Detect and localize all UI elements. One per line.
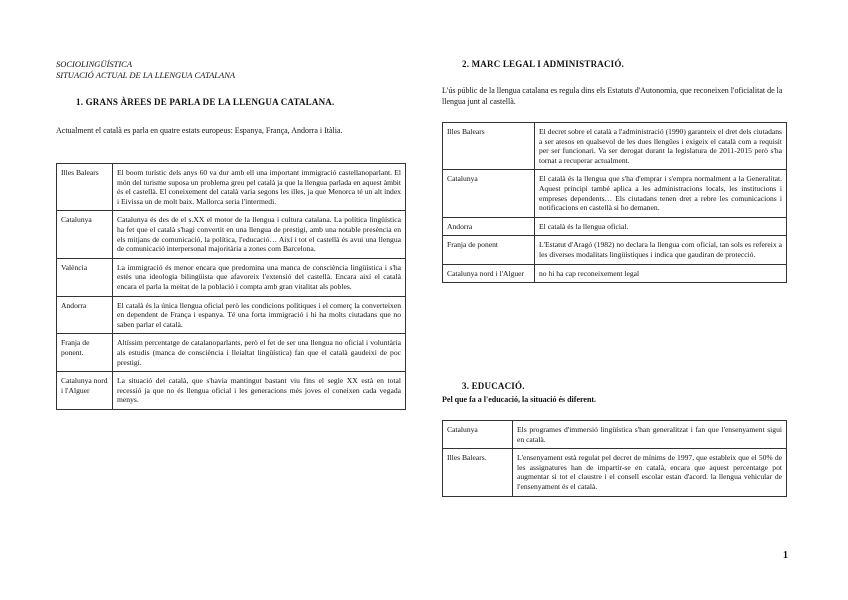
- subject-line-1: SOCIOLINGÜÍSTICA: [56, 59, 133, 69]
- area-label: Illes Balears: [443, 123, 535, 170]
- section-3-heading: 3. EDUCACIÓ.: [462, 381, 525, 391]
- table-row: [443, 449, 787, 496]
- legal-description: El català és la llengua que s'ha d'emprar i s'empra normalment a la Generalitat. Aquest principi també aplica a les administracions locals, les institucions i empreses dependents… Els ciutadans tenen dret a rebre les comunicacions i notificacions en castellà si ho demanen.: [535, 170, 787, 217]
- area-label: Franja de ponent.: [57, 334, 113, 372]
- area-label: Illes Balears.: [443, 449, 513, 496]
- table-row: [57, 211, 406, 258]
- legal-description: El català és la llengua oficial.: [535, 217, 787, 236]
- table-row: [57, 296, 406, 334]
- education-description: Els programes d'immersió lingüística s'han generalitzat i fan que l'ensenyament sigui en català.: [513, 421, 787, 449]
- table-row: [57, 258, 406, 296]
- table-row: [443, 217, 787, 236]
- legal-description: El decret sobre el català a l'administració (1990) garanteix el dret dels ciutadans a ser atesos en qualsevol de les dues llengües i exigeix el català com a requisit per ser funcionari. Va ser derogat durant la legislatura de 2011-2015 però s'ha tornat a recuperar actualment.: [535, 123, 787, 170]
- section-1-intro: Actualment el català es parla en quatre estats europeus: Espanya, França, Andorra i Itàlia.: [56, 126, 343, 135]
- legal-table: [442, 122, 787, 283]
- document-subject: [56, 59, 235, 81]
- area-label: Franja de ponent: [443, 236, 535, 264]
- area-description: Altíssim percentatge de catalanoparlants, però el fet de ser una llengua no oficial i voluntària als estudis (manca de consciència i lleialtat lingüística) fan que el català gaudeixi de poc prestigi.: [113, 334, 406, 372]
- education-description: L'ensenyament està regulat pel decret de mínims de 1997, que estableix que el 50% de les assignatures han de impartir-se en català, encara que aquest percentatge pot augmentar si tot el claustre i el consell escolar estan d'acord. la llengua vehicular de l'ensenyament és el català.: [513, 449, 787, 496]
- area-description: El català és la única llengua oficial però les condicions polítiques i el comerç la converteixen en dependent de França i espanya. Té una forta immigració i hi ha molts ciutadans que no saben parlar el català.: [113, 296, 406, 334]
- table-row: [443, 236, 787, 264]
- area-label: Catalunya nord i l'Alguer: [57, 372, 113, 410]
- area-label: Andorra: [57, 296, 113, 334]
- table-row: [443, 421, 787, 449]
- legal-description: L'Estatut d'Aragó (1982) no declara la llengua com oficial, tan sols es refereix a les diverses modalitats lingüístiques i indica que gaudiran de protecció.: [535, 236, 787, 264]
- table-row: [57, 372, 406, 410]
- table-row: [443, 123, 787, 170]
- area-label: Catalunya: [57, 211, 113, 258]
- table-row: [57, 334, 406, 372]
- section-2-heading: 2. MARC LEGAL I ADMINISTRACIÓ.: [462, 59, 625, 69]
- areas-table: [56, 163, 406, 410]
- education-table: [442, 420, 787, 497]
- table-row: [443, 264, 787, 283]
- legal-description: no hi ha cap reconeixement legal: [535, 264, 787, 283]
- section-1-heading: 1. GRANS ÀREES DE PARLA DE LA LLENGUA CATALANA.: [76, 97, 335, 107]
- area-label: València: [57, 258, 113, 296]
- area-description: La immigració és menor encara que predomina una manca de consciència lingüística i s'ha estès una ideologia bilingüista que afavoreix l'extensió del castellà. Encara així el català encara el parla la meitat de la població i compta amb gran vitalitat als pobles.: [113, 258, 406, 296]
- subject-line-2: SITUACIÓ ACTUAL DE LA LLENGUA CATALANA: [56, 70, 236, 80]
- area-label: Catalunya: [443, 170, 535, 217]
- area-label: Illes Balears: [57, 164, 113, 211]
- area-description: El boom turístic dels anys 60 va dur amb ell una important immigració castellanoparlant. El món del turisme suposa un problema greu pel català ja que la llengua parlada en aquest àmbit és el castellà. El coneixement del català varia segons les illes, ja que Menorca té un alt índex i Eivissa un de molt baix. Mallorca seria l'intermedi.: [113, 164, 406, 211]
- section-3-intro: Pel que fa a l'educació, la situació és diferent.: [442, 395, 597, 404]
- area-description: La situació del català, que s'havia mantingut bastant viu fins el segle XX està en total recessió ja que no és llengua oficial i les generacions més joves el coneixen cada vegada menys.: [113, 372, 406, 410]
- page-number: 1: [783, 550, 788, 561]
- section-2-intro: L'ús públic de la llengua catalana es regula dins els Estatuts d'Autonomia, que reconeixen l'oficialitat de la llengua junt al castellà.: [442, 86, 783, 106]
- area-label: Andorra: [443, 217, 535, 236]
- table-row: [443, 170, 787, 217]
- table-row: [57, 164, 406, 211]
- area-label: Catalunya nord i l'Alguer: [443, 264, 535, 283]
- area-label: Catalunya: [443, 421, 513, 449]
- area-description: Catalunya és des de el s.XX el motor de la llengua i cultura catalana. La política lingüística ha fet que el català s'hagi convertit en una llengua de prestigi, amb una notable presència en els mitjans de comunicació, la política, l'educació… Així i tot el castellà és avui una llengua de comunicació interpersonal majoritària a zones com Barcelona.: [113, 211, 406, 258]
